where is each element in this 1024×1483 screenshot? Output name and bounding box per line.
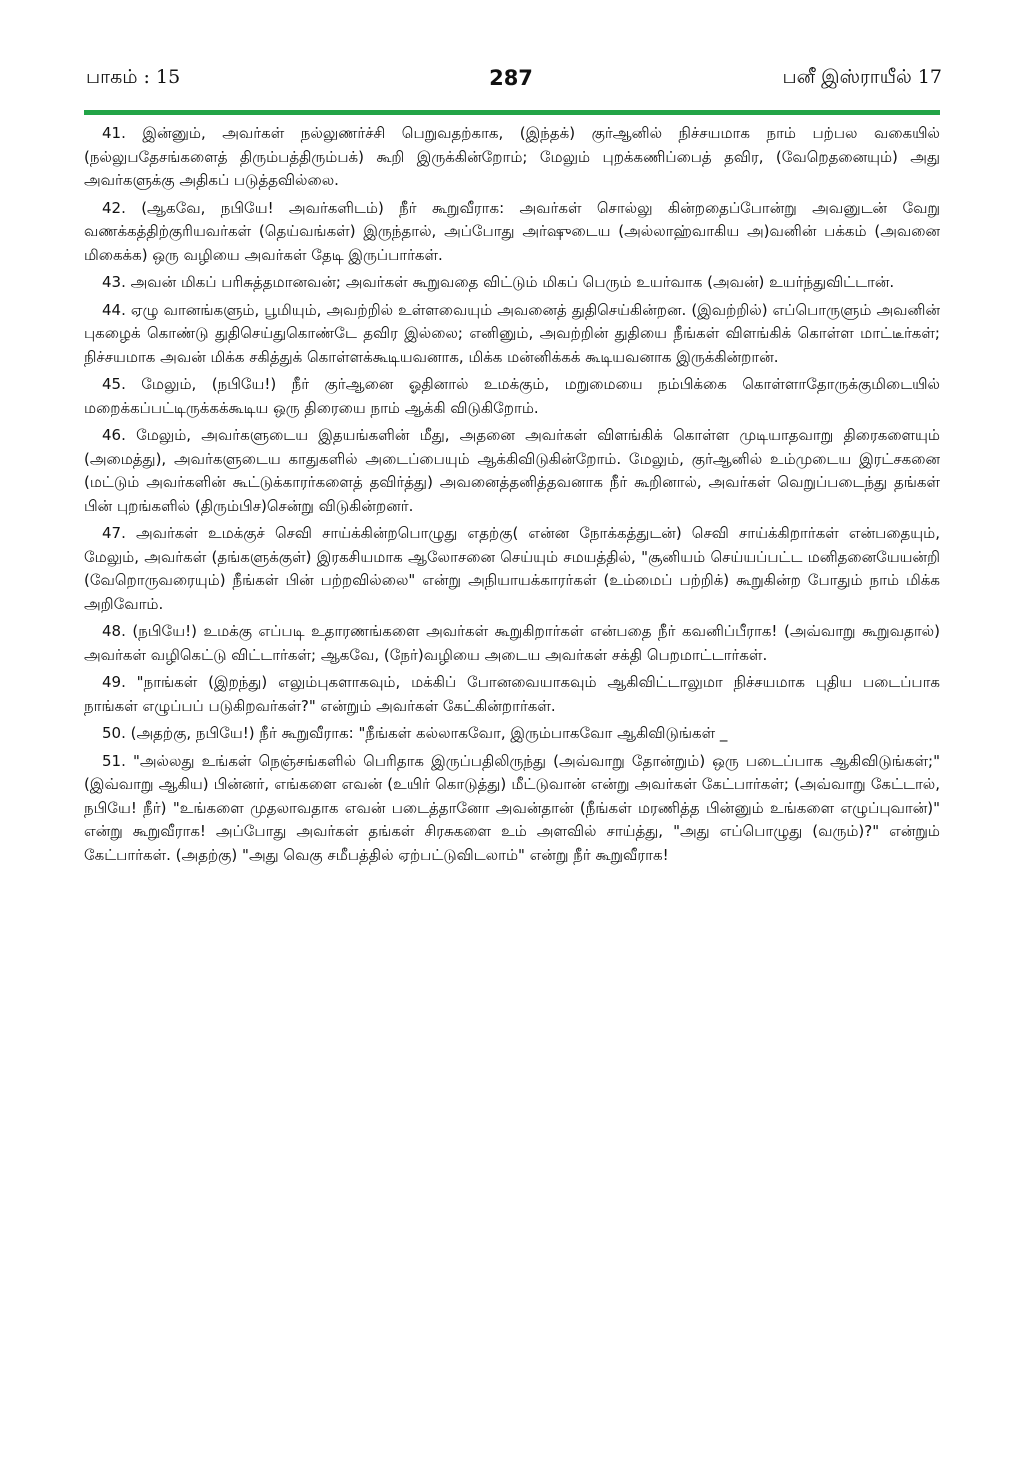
part-label: பாகம் : 15 (86, 66, 181, 88)
verse-50: 50. (அதற்கு, நபியே!) நீர் கூறுவீராக: "நீங்கள் கல்லாகவோ, இரும்பாகவோ ஆகிவிடுங்கள் _ (102, 724, 728, 742)
verse-41: 41. இன்னும், அவர்கள் நல்லுணர்ச்சி பெறுவதற்காக, (இந்தக்) குர்ஆனில் நிச்சயமாக நாம் பற்பல வகையில் (நல்லுபதேசங்களைத் திரும்பத்திரும்பக்) கூறி இருக்கின்றோம்; மேலும் புறக்கணிப்பைத் தவிர, (வேறெதனையும்) அது அவர்களுக்கு அதிகப் படுத்தவில்லை. (84, 124, 940, 189)
verse-45: 45. மேலும், (நபியே!) நீர் குர்ஆனை ஓதினால் உமக்கும், மறுமையை நம்பிக்கை கொள்ளாதோருக்குமிடையில் மறைக்கப்பட்டிருக்கக்கூடிய ஒரு திரையை நாம் ஆக்கி விடுகிறோம். (84, 375, 940, 417)
verse-51: 51. "அல்லது உங்கள் நெஞ்சங்களில் பெரிதாக இருப்பதிலிருந்து (அவ்வாறு தோன்றும்) ஒரு படைப்பாக ஆகிவிடுங்கள்;" (இவ்வாறு ஆகிய) பின்னர், எங்களை எவன் (உயிர் கொடுத்து) மீட்டுவான் என்று அவர்கள் கேட்பார்கள்; (அவ்வாறு கேட்டால், நபியே! நீர்) "உங்களை முதலாவதாக எவன் படைத்தானோ அவன்தான் (நீங்கள் மரணித்த பின்னும் உங்களை எழுப்புவான்)" என்று கூறுவீராக! அப்போது அவர்கள் தங்கள் சிரசுகளை உம் அளவில் சாய்த்து, "அது எப்பொழுது (வரும்)?" என்றும் கேட்பார்கள். (அதற்கு) "அது வெகு சமீபத்தில் ஏற்பட்டுவிடலாம்" என்று நீர் கூறுவீராக! (84, 751, 940, 864)
verse-49: 49. "நாங்கள் (இறந்து) எலும்புகளாகவும், மக்கிப் போனவையாகவும் ஆகிவிட்டாலுமா நிச்சயமாக புதிய படைப்பாக நாங்கள் எழுப்பப் படுகிறவர்கள்?" என்றும் அவர்கள் கேட்கின்றார்கள். (84, 673, 940, 715)
verse-48: 48. (நபியே!) உமக்கு எப்படி உதாரணங்களை அவர்கள் கூறுகிறார்கள் என்பதை நீர் கவனிப்பீராக! (அவ்வாறு கூறுவதால்) அவர்கள் வழிகெட்டு விட்டார்கள்; ஆகவே, (நேர்)வழியை அடைய அவர்கள் சக்தி பெறமாட்டார்கள். (84, 622, 940, 664)
page-header (80, 62, 942, 102)
header-divider (84, 110, 940, 115)
verse-44: 44. ஏழு வானங்களும், பூமியும், அவற்றில் உள்ளவையும் அவனைத் துதிசெய்கின்றன. (இவற்றில்) எப்பொருளும் அவனின் புகழைக் கொண்டு துதிசெய்துகொண்டே தவிர இல்லை; எனினும், அவற்றின் துதியை நீங்கள் விளங்கிக் கொள்ள மாட்டீர்கள்; நிச்சயமாக அவன் மிக்க சகித்துக் கொள்ளக்கூடியவனாக, மிக்க மன்னிக்கக் கூடியவனாக இருக்கின்றான். (84, 300, 940, 366)
verse-47: 47. அவர்கள் உமக்குச் செவி சாய்க்கின்றபொழுது எதற்கு( என்ன நோக்கத்துடன்) செவி சாய்க்கிறார்கள் என்பதையும், மேலும், அவர்கள் (தங்களுக்குள்) இரகசியமாக ஆலோசனை செய்யும் சமயத்தில், "சூனியம் செய்யப்பட்ட மனிதனையேயன்றி (வேறொருவரையும்) நீங்கள் பின் பற்றவில்லை" என்று அநியாயக்காரர்கள் (உம்மைப் பற்றிக்) கூறுகின்ற போதும் நாம் மிக்க அறிவோம். (84, 524, 940, 613)
verse-42: 42. (ஆகவே, நபியே! அவர்களிடம்) நீர் கூறுவீராக: அவர்கள் சொல்லு கின்றதைப்போன்று அவனுடன் வேறு வணக்கத்திற்குரியவர்கள் (தெய்வங்கள்) இருந்தால், அப்போது அர்ஷுடைய (அல்லாஹ்வாகிய அ)வனின் பக்கம் (அவனை மிகைக்க) ஒரு வழியை அவர்கள் தேடி இருப்பார்கள். (84, 198, 940, 264)
verse-list (84, 122, 940, 1472)
verse-43: 43. அவன் மிகப் பரிசுத்தமானவன்; அவர்கள் கூறுவதை விட்டும் மிகப் பெரும் உயர்வாக (அவன்) உயர்ந்துவிட்டான். (102, 273, 895, 291)
chapter-label: பனீ இஸ்ராயீல் 17 (782, 66, 942, 88)
verse-46: 46. மேலும், அவர்களுடைய இதயங்களின் மீது, அதனை அவர்கள் விளங்கிக் கொள்ள முடியாதவாறு திரைகளையும் (அமைத்து), அவர்களுடைய காதுகளில் அடைப்பையும் ஆக்கிவிடுகின்றோம். மேலும், குர்ஆனில் உம்முடைய இரட்சகனை (மட்டும் அவர்களின் கூட்டுக்காரர்களைத் தவிர்த்து) அவனைத்தனித்தவனாக நீர் கூறினால், அவர்கள் வெறுப்படைந்து தங்கள் பின் புறங்களில் (திரும்பிச)சென்று விடுகின்றனர். (84, 426, 940, 515)
page-number: 287 (489, 66, 533, 90)
